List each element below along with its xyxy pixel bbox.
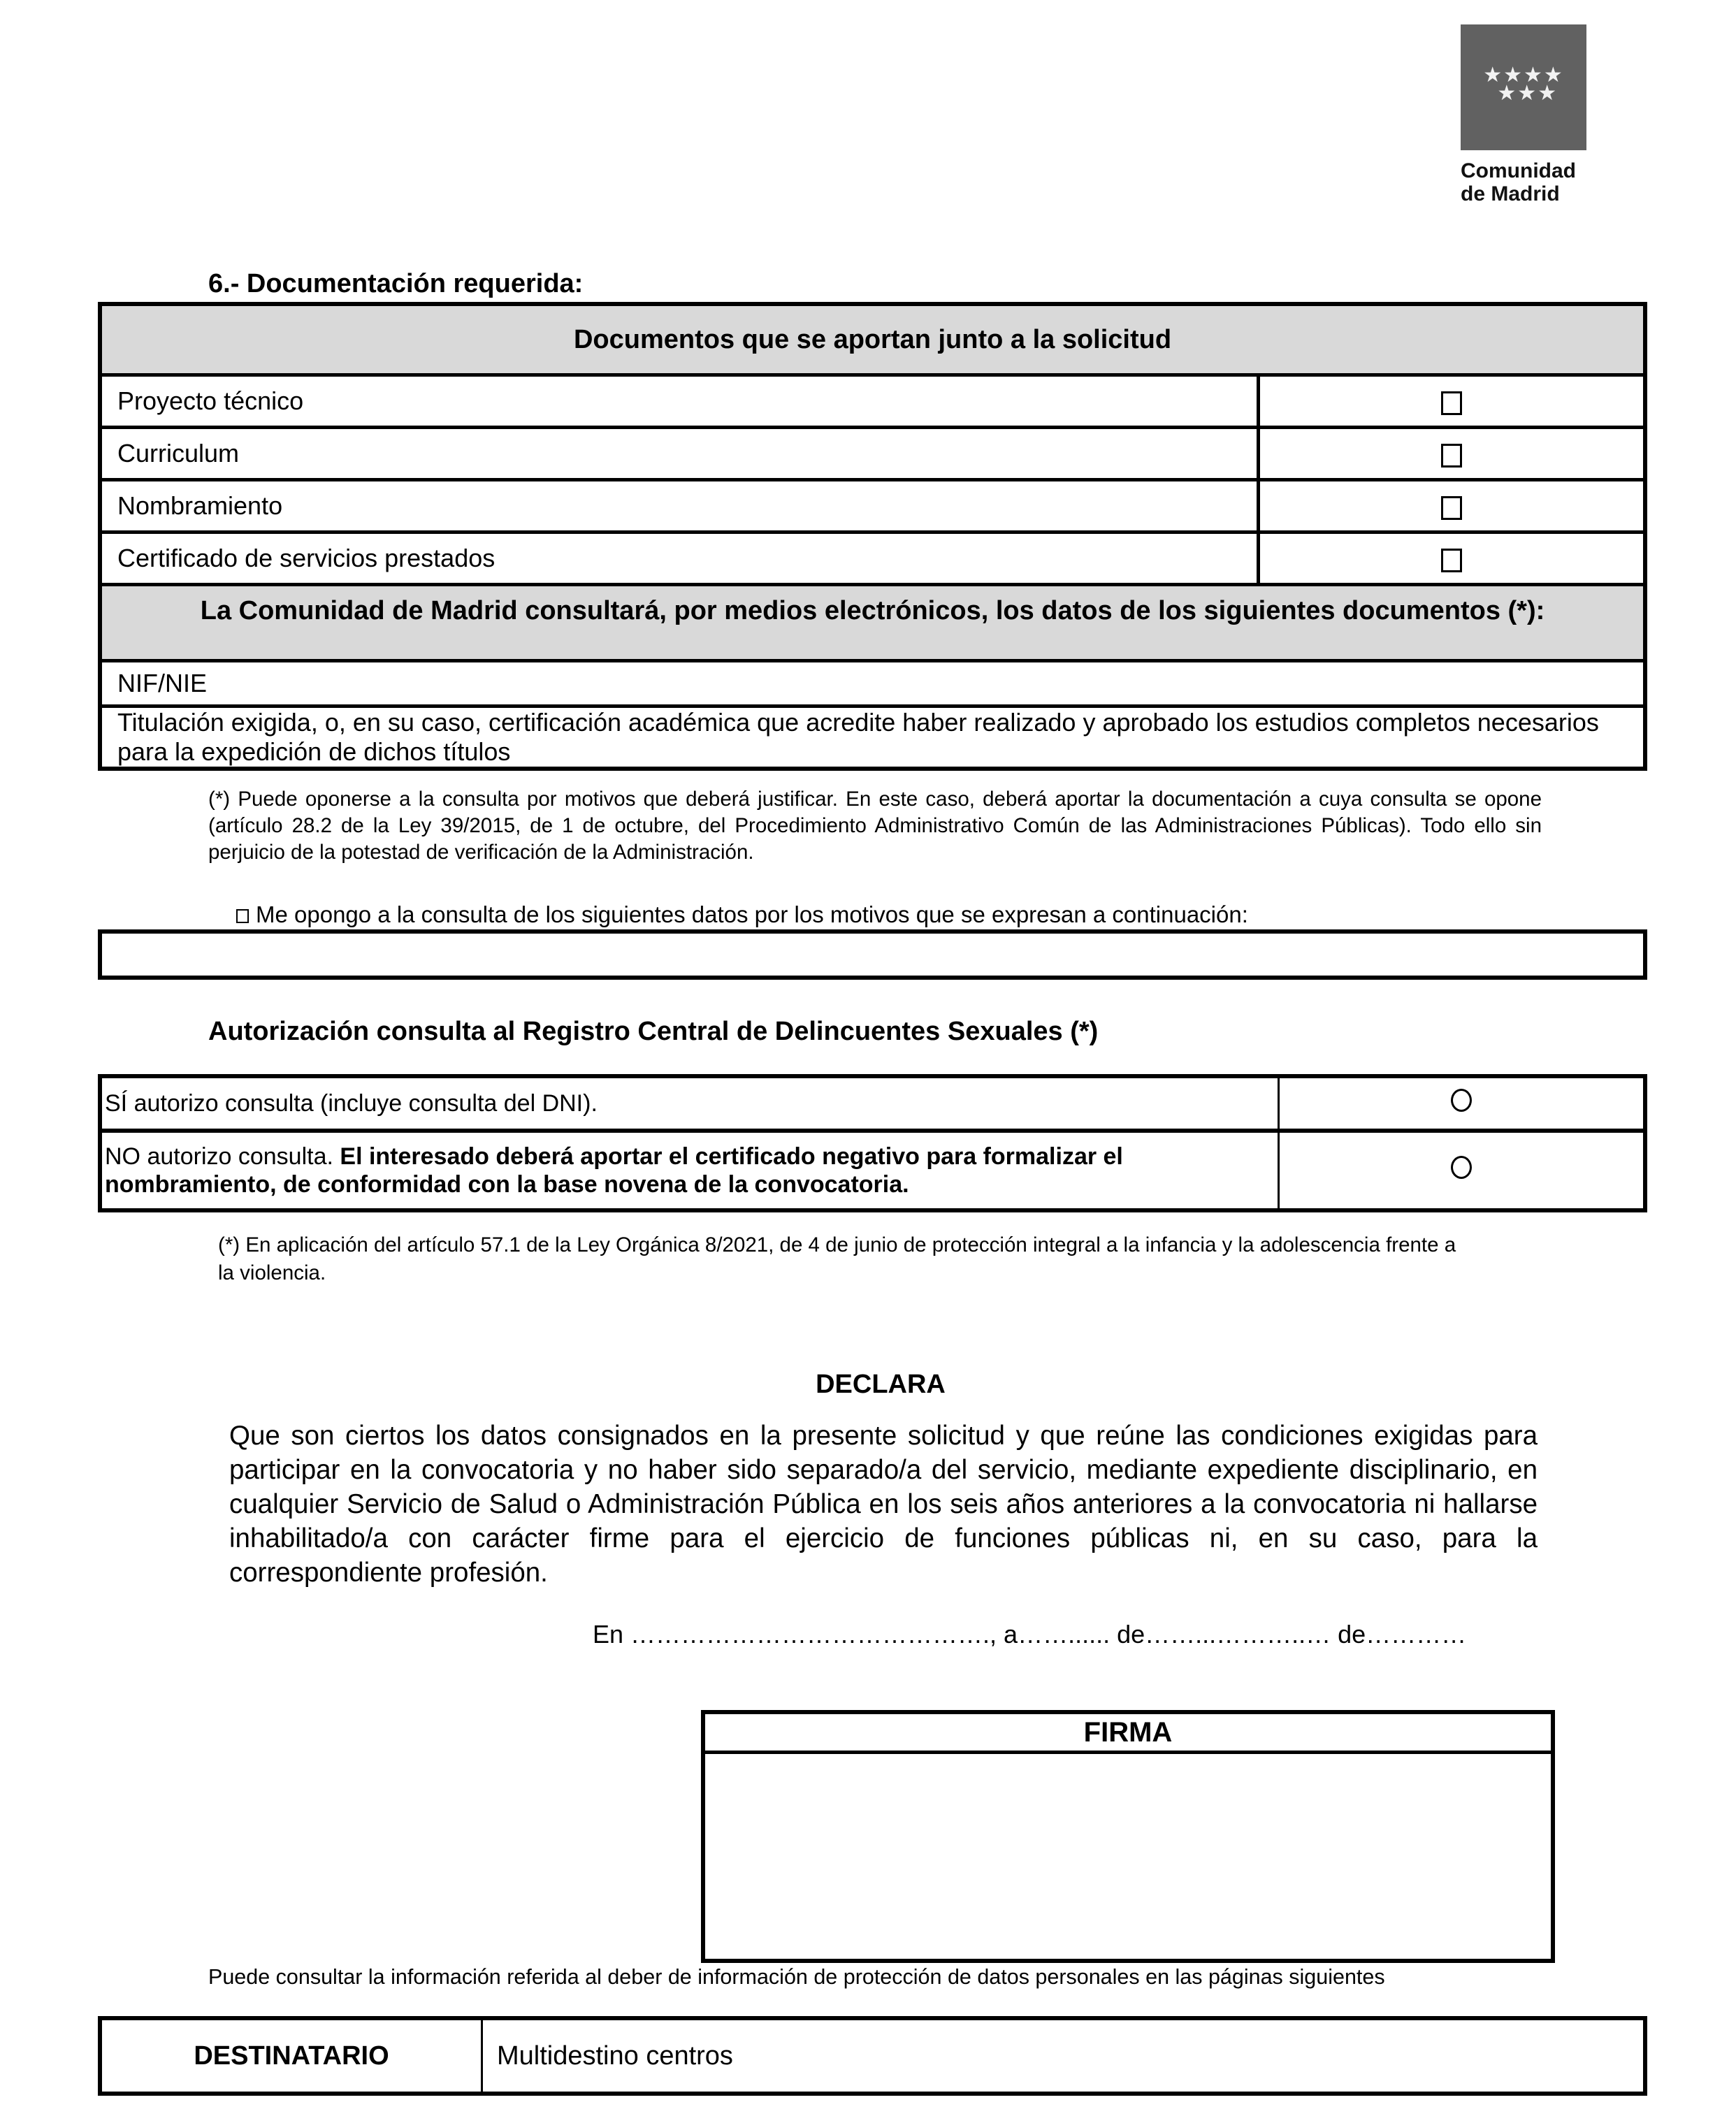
consult-header-text: La Comunidad de Madrid consultará, por medios electrónicos, los datos de los siguientes documentos (*):	[100, 585, 1645, 661]
destinatario-label: DESTINATARIO	[100, 2018, 482, 2094]
option-yes-label: SÍ autorizo consulta (incluye consulta del DNI).	[100, 1076, 1279, 1131]
checkbox-nombramiento[interactable]	[1441, 496, 1462, 520]
declara-text: Que son ciertos los datos consignados en la presente solicitud y que reúne las condiciones exigidas para participar en la convocatoria y no haber sido separado/a del servicio, mediante expediente disciplinario, en cualquier Servicio de Salud o Administración Pública en los seis años anteriores a la convocatoria ni hallarse inhabilitado/a con carácter firme para el ejercicio de funciones públicas ni, en su caso, para la correspondiente profesión.	[229, 1421, 1538, 1588]
document-label: Proyecto técnico	[100, 375, 1259, 428]
documents-table-header	[100, 304, 1645, 375]
checkbox-certificado-servicios[interactable]	[1441, 549, 1462, 572]
checkbox-proyecto-tecnico[interactable]	[1441, 391, 1462, 415]
data-protection-info: Puede consultar la información referida al deber de información de protección de datos personales en las páginas siguientes	[208, 1965, 1385, 1989]
destinatario-value: Multidestino centros	[482, 2018, 1646, 2094]
logo-line-1: Comunidad	[1461, 159, 1576, 182]
checkbox-curriculum[interactable]	[1441, 444, 1462, 468]
consult-header	[100, 585, 1645, 661]
section-title: 6.- Documentación requerida:	[208, 269, 584, 298]
authorization-table	[98, 1074, 1647, 1212]
document-label: Nombramiento	[100, 480, 1259, 532]
option-no-bold-text: El interesado deberá aportar el certificado negativo para formalizar el nombramiento, de conformidad con la base novena de la convocatoria.	[105, 1143, 1123, 1198]
consult-footnote: (*) Puede oponerse a la consulta por motivos que deberá justificar. En este caso, deberá aportar la documentación a cuya consulta se opone (artículo 28.2 de la Ley 39/2015, de 1 de octubre, del Procedimiento Administrativo Común de las Administraciones Públicas). Todo ello sin perjuicio de la potestad de verificación de la Administración.	[208, 788, 1542, 864]
logo-line-2: de Madrid	[1461, 182, 1560, 205]
destinatario-table	[98, 2016, 1647, 2096]
consult-item-titulacion: Titulación exigida, o, en su caso, certificación académica que acredite haber realizado y aprobado los estudios completos necesarios para la expedición de dichos títulos	[100, 706, 1645, 769]
stars-icon: ★★★★ ★★★	[1483, 63, 1564, 106]
document-label: Curriculum	[100, 428, 1259, 480]
document-row	[100, 375, 1645, 428]
opposition-label: Me opongo a la consulta de los siguientes datos por los motivos que se expresan a continuación:	[256, 901, 1248, 927]
date-place-line[interactable]: En ……………………………………., a……...... de……...………..… de…………	[593, 1620, 1467, 1648]
signature-title: FIRMA	[705, 1714, 1551, 1754]
radio-yes[interactable]	[1451, 1089, 1472, 1112]
document-row	[100, 532, 1645, 585]
authorization-option-no	[100, 1131, 1645, 1210]
document-label: Certificado de servicios prestados	[100, 532, 1259, 585]
consult-row	[100, 661, 1645, 706]
documents-header-text: Documentos que se aportan junto a la solicitud	[100, 304, 1645, 375]
documents-table	[98, 302, 1647, 771]
document-row	[100, 428, 1645, 480]
document-row	[100, 480, 1645, 532]
opposition-checkbox[interactable]	[236, 909, 249, 923]
authorization-title: Autorización consulta al Registro Central de Delincuentes Sexuales (*)	[208, 1017, 1099, 1046]
authorization-footnote: (*) En aplicación del artículo 57.1 de la Ley Orgánica 8/2021, de 4 de junio de protección integral a la infancia y la adolescencia frente a la violencia.	[218, 1233, 1456, 1284]
logo-text	[1461, 159, 1593, 205]
option-no-label: NO autorizo consulta. El interesado deberá aportar el certificado negativo para formalizar el nombramiento, de conformidad con la base novena de la convocatoria.	[100, 1131, 1279, 1210]
declara-title: DECLARA	[816, 1370, 946, 1399]
consult-item-nif: NIF/NIE	[100, 661, 1645, 706]
comunidad-madrid-logo	[1461, 24, 1586, 150]
consult-row	[100, 706, 1645, 769]
radio-no[interactable]	[1451, 1156, 1472, 1179]
opposition-line	[236, 901, 1248, 928]
signature-box[interactable]	[701, 1710, 1555, 1963]
opposition-reasons-field[interactable]	[98, 929, 1647, 980]
authorization-option-yes	[100, 1076, 1645, 1131]
